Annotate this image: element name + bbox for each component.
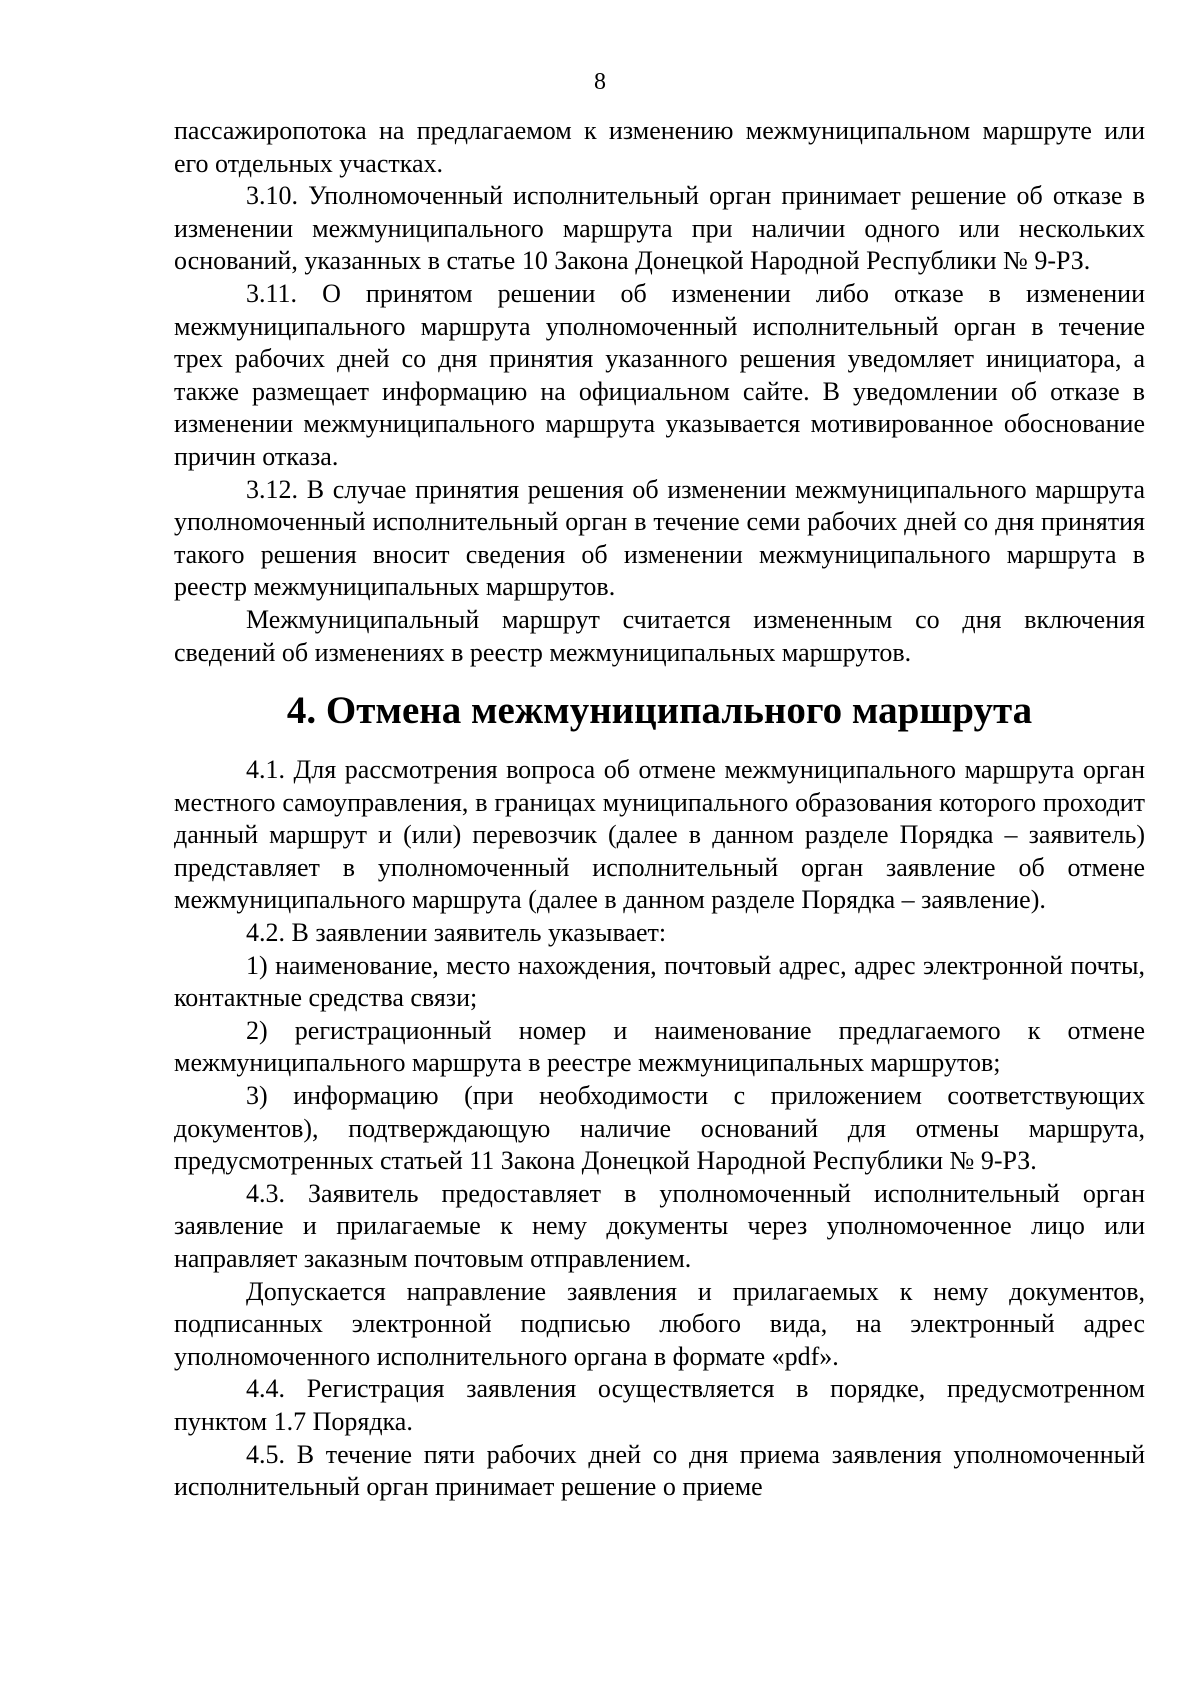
page-number: 8 bbox=[594, 69, 606, 95]
clause-4-2: 4.2. В заявлении заявитель указывает: bbox=[246, 918, 667, 948]
section-heading: 4. Отмена межмуниципального маршрута bbox=[286, 689, 1033, 733]
clause-4-2-item-2: 2) регистрационный номер и наименование предлагаемого к отмене межмуниципального маршрута в реестре межмуниципальных маршрутов; bbox=[174, 1015, 1145, 1078]
clause-3-10: 3.10. Уполномоченный исполнительный орган принимает решение об отказе в изменении межмуниципального маршрута при наличии одного или нескольких оснований, указанных в статье 10 Закона Донецкой Народной Республики № 9-РЗ. bbox=[174, 181, 1145, 276]
clause-3-11: 3.11. О принятом решении об изменении либо отказе в изменении межмуниципального маршрута уполномоченный исполнительный орган в течение трех рабочих дней со дня принятия указанного решения уведомляет инициатора, а также размещает информацию на официальном сайте. В уведомлении об отказе в изменении межмуниципального маршрута указывается мотивированное обоснование причин отказа. bbox=[174, 278, 1145, 471]
continued-paragraph: пассажиропотока на предлагаемом к изменению межмуниципальном маршруте или его отдельных участках. bbox=[174, 116, 1145, 178]
clause-4-3-continuation: Допускается направление заявления и прилагаемых к нему документов, подписанных электронной подписью любого вида, на электронный адрес уполномоченного исполнительного органа в формате «pdf». bbox=[174, 1276, 1145, 1371]
clause-3-12-continuation: Межмуниципальный маршрут считается измененным со дня включения сведений об изменениях в реестр межмуниципальных маршрутов. bbox=[174, 604, 1145, 667]
clause-4-5: 4.5. В течение пяти рабочих дней со дня приема заявления уполномоченный исполнительный орган принимает решение о приеме bbox=[174, 1439, 1145, 1502]
clause-4-1: 4.1. Для рассмотрения вопроса об отмене межмуниципального маршрута орган местного самоуправления, в границах муниципального образования которого проходит данный маршрут и (или) перевозчик (далее в данном разделе Порядка – заявитель) представляет в уполномоченный исполнительный орган заявление об отмене межмуниципального маршрута (далее в данном разделе Порядка – заявление). bbox=[174, 755, 1145, 915]
clause-4-4: 4.4. Регистрация заявления осуществляется в порядке, предусмотренном пунктом 1.7 Порядка. bbox=[174, 1374, 1145, 1436]
clause-4-2-item-1: 1) наименование, место нахождения, почтовый адрес, адрес электронной почты, контактные средства связи; bbox=[174, 950, 1145, 1013]
clause-3-12: 3.12. В случае принятия решения об изменении межмуниципального маршрута уполномоченный исполнительный орган в течение семи рабочих дней со дня принятия такого решения вносит сведения об изменении межмуниципального маршрута в реестр межмуниципальных маршрутов. bbox=[174, 474, 1145, 602]
clause-4-3: 4.3. Заявитель предоставляет в уполномоченный исполнительный орган заявление и прилагаемые к нему документы через уполномоченное лицо или направляет заказным почтовым отправлением. bbox=[174, 1178, 1145, 1273]
document-body bbox=[174, 115, 1145, 1504]
clause-4-2-item-3: 3) информацию (при необходимости с приложением соответствующих документов), подтверждающую наличие оснований для отмены маршрута, предусмотренных статьей 11 Закона Донецкой Народной Республики № 9-РЗ. bbox=[174, 1081, 1145, 1176]
